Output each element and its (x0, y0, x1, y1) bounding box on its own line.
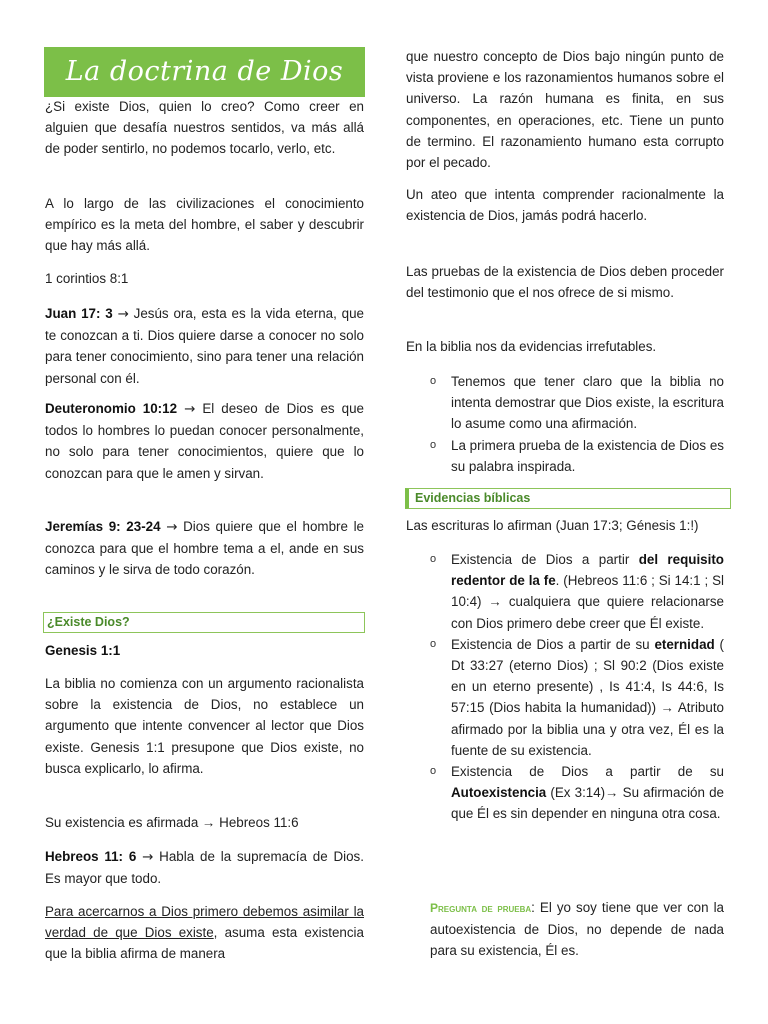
evidence-text: Existencia de Dios a partir (451, 552, 639, 567)
jeremias-text: Dios quiere que el hombre le conozca para que el hombre tema a el, ande en sus caminos y le sirva de todo corazón. (45, 519, 364, 578)
bullet-icon: o (430, 375, 437, 387)
pregunta-text: : El yo soy tiene que ver con la autoexistencia de Dios, no depende de nada para su existencia, Él es. (430, 900, 724, 959)
intro-paragraph: ¿Si existe Dios, quien lo creo? Como creer en alguien que desafía nuestros sentidos, va más allá de poder sentirlo, no podemos tocarlo, verlo, etc. (45, 99, 364, 157)
list-item (406, 371, 724, 435)
list-item (406, 549, 724, 634)
bullet-icon: o (430, 637, 437, 650)
arrow-icon: → (117, 307, 129, 322)
hebreos-reference: Hebreos 11: 6 (45, 849, 137, 864)
deuteronomio-reference: Deuteronomio 10:12 (45, 401, 178, 416)
evidence-text: ( Dt 33:27 (eterno Dios) ; Sl 90:2 (Dios existe en un eterno presente) , Is 41:4, Is 44:6, Is 57:15 (Dios habita la humanidad)) → Atributo afirmado por la biblia una y otra vez, Él es la fuente de su existencia. (451, 636, 724, 758)
bullet-icon: o (430, 765, 437, 778)
deuteronomio-text: El deseo de Dios es que todos lo hombres lo puedan conocer personalmente, no solo para tener conocimientos, quiere que lo conozcan para que le amen y sirvan. (45, 401, 364, 481)
pregunta-paragraph (430, 897, 724, 962)
evidence-text: Existencia de Dios a partir de su (451, 636, 655, 652)
escrituras-paragraph: Las escrituras lo afirman (Juan 17:3; Génesis 1:!) (406, 518, 699, 533)
afirmada-paragraph: Su existencia es afirmada → Hebreos 11:6 (45, 815, 299, 830)
evidencias-intro: En la biblia nos da evidencias irrefutables. (406, 339, 657, 354)
affirmation-list (406, 371, 724, 477)
acercarnos-rest: , asuma esta existencia que la biblia afirma de manera (45, 925, 364, 962)
juan-reference: Juan 17: 3 (45, 306, 113, 321)
genesis-heading (45, 640, 364, 661)
hebreos-text: Habla de la supremacía de Dios. Es mayor que todo. (45, 849, 364, 887)
arrow-icon: → (184, 402, 196, 417)
jeremias-reference: Jeremías 9: 23-24 (45, 519, 161, 534)
juan-text: Jesús ora, esta es la vida eterna, que te conozcan a ti. Dios quiere darse a conocer no solo para tener conocimiento, sino para tener una relación personal con él. (45, 306, 364, 386)
pregunta-label: Pregunta de prueba (430, 901, 532, 915)
evidence-text: Existencia de Dios a partir de su (451, 764, 724, 780)
evidence-bold: eternidad (654, 636, 715, 652)
razonamiento-paragraph: que nuestro concepto de Dios bajo ningún punto de vista proviene e los razonamientos humanos sobre el universo. La razón humana es finita, en sus componentes, en operaciones, etc. Tiene un punto de termino. El razonamiento humano esta corrupto por el pecado. (406, 49, 724, 171)
page-title: La doctrina de Dios (44, 47, 365, 97)
acercarnos-paragraph (45, 901, 364, 965)
list-item-text: La primera prueba de la existencia de Dios es su palabra inspirada. (451, 437, 724, 474)
section-heading-evidencias: Evidencias bíblicas (405, 488, 731, 509)
acercarnos-underlined: Para acercarnos a Dios primero debemos asimilar la verdad de que Dios existe (45, 904, 364, 941)
evidence-text: . (Hebreos 11:6 ; Si 14:1 ; Sl 10:4) → cualquiera que quiere relacionarse con Dios primero debe creer que Él existe. (451, 573, 724, 631)
juan-paragraph (45, 303, 364, 389)
genesis-heading-text: Genesis 1:1 (45, 643, 121, 658)
reference-corintios: 1 corintios 8:1 (45, 271, 129, 286)
evidence-bold: del requisito redentor de la fe (451, 552, 724, 589)
hebreos-paragraph (45, 846, 364, 889)
bullet-icon: o (430, 438, 437, 451)
section-heading-existe-dios: ¿Existe Dios? (43, 612, 365, 633)
jeremias-paragraph (45, 516, 364, 581)
deuteronomio-paragraph (45, 398, 364, 484)
arrow-icon: → (142, 850, 154, 865)
list-item (406, 634, 724, 761)
biblia-paragraph: La biblia no comienza con un argumento racionalista sobre la existencia de Dios, no establece un argumento que intente convencer al lector que Dios existe. Genesis 1:1 presupone que Dios existe, no busca explicarlo, lo afirma. (45, 676, 364, 776)
ateo-paragraph: Un ateo que intenta comprender racionalmente la existencia de Dios, jamás podrá hacerlo. (406, 187, 724, 224)
pruebas-paragraph: Las pruebas de la existencia de Dios deben proceder del testimonio que el nos ofrece de si mismo. (406, 264, 724, 301)
list-item (406, 761, 724, 825)
evidence-bold: Autoexistencia (451, 785, 547, 801)
arrow-icon: → (166, 520, 178, 535)
evidence-list (406, 549, 724, 825)
list-item-text: Tenemos que tener claro que la biblia no intenta demostrar que Dios existe, la escritura lo asume como una afirmación. (451, 374, 724, 432)
evidence-text: (Ex 3:14)→ Su afirmación de que Él es sin depender en ninguna otra cosa. (451, 785, 724, 822)
paragraph-civilizaciones: A lo largo de las civilizaciones el conocimiento empírico es la meta del hombre, el saber y descubrir que hay más allá. (45, 196, 364, 254)
list-item (406, 435, 724, 477)
bullet-icon: o (430, 553, 437, 565)
